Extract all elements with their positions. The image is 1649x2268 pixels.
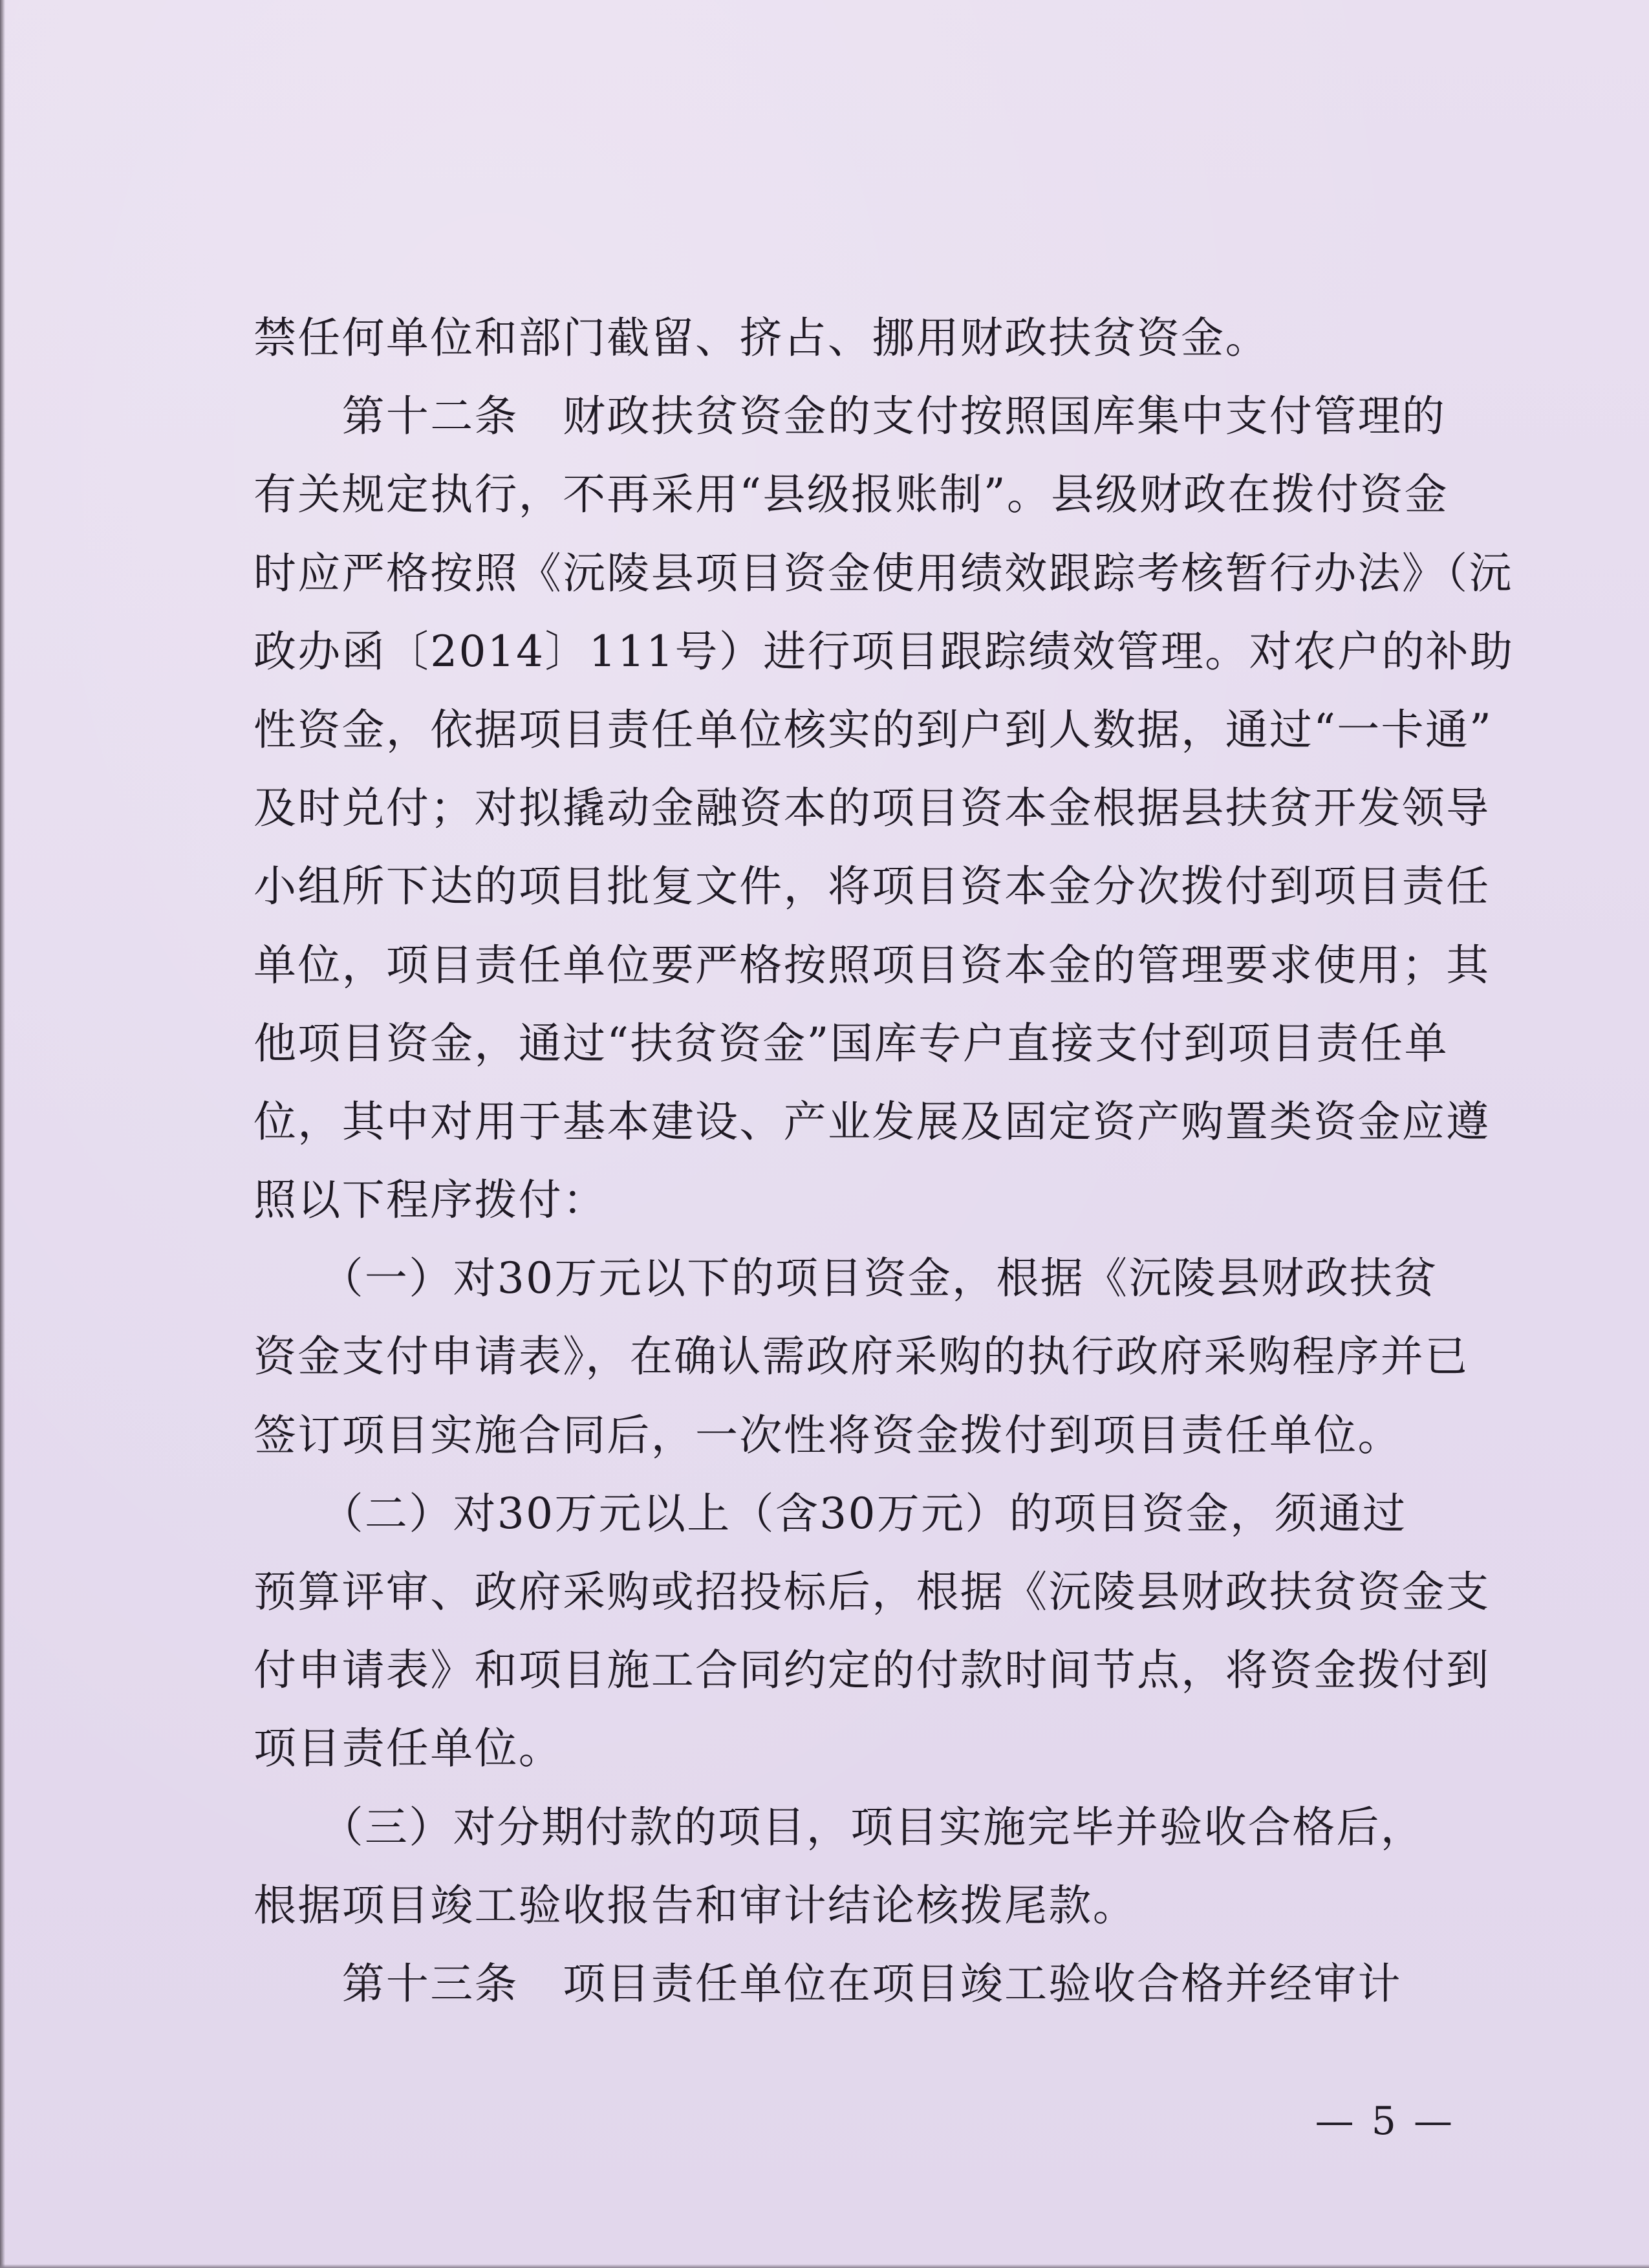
text-line: 位，其中对用于基本建设、产业发展及固定资产购置类资金应遵	[253, 1096, 1491, 1147]
text-line: 预算评审、政府采购或招投标后，根据《沅陵县财政扶贫资金支	[253, 1567, 1491, 1617]
text-line: 政办函〔2014〕111号）进行项目跟踪绩效管理。对农户的补助	[253, 626, 1514, 676]
scan-edge-bottom	[0, 2264, 1649, 2268]
text-line: 有关规定执行，不再采用“县级报账制”。县级财政在拨付资金	[253, 470, 1449, 520]
text-line: （三）对分期付款的项目，项目实施完毕并验收合格后，	[253, 1802, 1425, 1852]
text-line: （一）对30万元以下的项目资金，根据《沅陵县财政扶贫	[253, 1253, 1438, 1304]
text-line: 禁任何单位和部门截留、挤占、挪用财政扶贫资金。	[253, 313, 1269, 363]
scan-edge-left	[0, 0, 5, 2268]
text-line: 单位，项目责任单位要严格按照项目资本金的管理要求使用；其	[253, 940, 1491, 990]
text-line: 他项目资金，通过“扶贫资金”国库专户直接支付到项目责任单	[253, 1018, 1449, 1068]
text-line: 照以下程序拨付：	[253, 1175, 607, 1226]
text-line: （二）对30万元以上（含30万元）的项目资金，须通过	[253, 1488, 1407, 1539]
text-line: 项目责任单位。	[253, 1723, 563, 1774]
text-line: 第十二条 财政扶贫资金的支付按照国库集中支付管理的	[253, 391, 1447, 442]
body-text	[253, 299, 1514, 2023]
text-line: 资金支付申请表》，在确认需政府采购的执行政府采购程序并已	[253, 1332, 1469, 1382]
text-line: 根据项目竣工验收报告和审计结论核拨尾款。	[253, 1880, 1137, 1930]
text-line: 付申请表》和项目施工合同约定的付款时间节点，将资金拨付到	[253, 1645, 1491, 1696]
text-line: 时应严格按照《沅陵县项目资金使用绩效跟踪考核暂行办法》（沅	[253, 548, 1513, 598]
text-line: 及时兑付；对拟撬动金融资本的项目资本金根据县扶贫开发领导	[253, 783, 1491, 834]
text-line: 第十三条 项目责任单位在项目竣工验收合格并经审计	[253, 1958, 1402, 2009]
text-line: 签订项目实施合同后，一次性将资金拨付到项目责任单位。	[253, 1410, 1402, 1460]
text-line: 性资金，依据项目责任单位核实的到户到人数据，通过“一卡通”	[253, 704, 1493, 755]
text-line: 小组所下达的项目批复文件，将项目资本金分次拨付到项目责任	[253, 861, 1491, 912]
page-number: — 5 —	[1315, 2099, 1455, 2144]
